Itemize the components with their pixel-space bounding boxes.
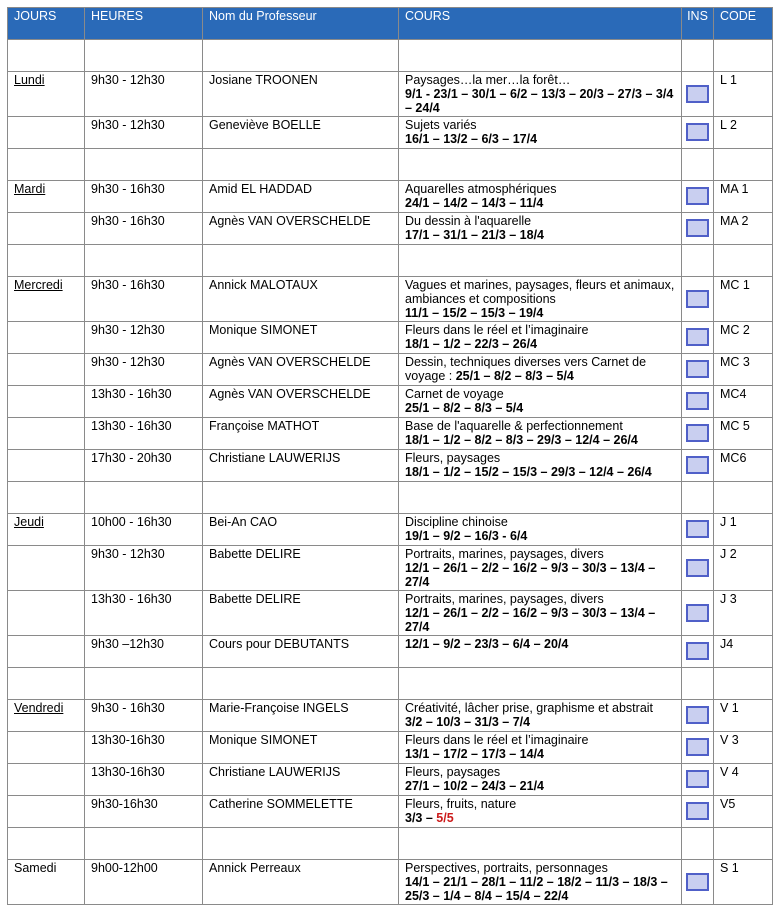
professor-cell: Catherine SOMMELETTE <box>203 796 399 828</box>
inscription-checkbox[interactable] <box>686 873 709 891</box>
time-cell: 9h30 - 12h30 <box>85 72 203 117</box>
course-dates <box>405 561 681 589</box>
course-dates-text: 9/1 - 23/1 – 30/1 – 6/2 – 13/3 – 20/3 – 27/3 – 3/4 – 24/4 <box>405 87 674 115</box>
table-row <box>8 354 773 386</box>
spacer-cell <box>399 482 682 514</box>
course-cell <box>399 322 682 354</box>
ins-cell <box>682 591 714 636</box>
table-row <box>8 117 773 149</box>
day-cell <box>8 796 85 828</box>
course-title: Discipline chinoise <box>405 515 508 529</box>
day-label: Samedi <box>14 861 57 875</box>
professor-cell: Geneviève BOELLE <box>203 117 399 149</box>
time-cell: 10h00 - 16h30 <box>85 514 203 546</box>
group-spacer <box>8 245 773 277</box>
day-cell <box>8 117 85 149</box>
course-title: Aquarelles atmosphériques <box>405 182 557 196</box>
inscription-checkbox[interactable] <box>686 604 709 622</box>
inscription-checkbox[interactable] <box>686 85 709 103</box>
course-title: Fleurs dans le réel et l’imaginaire <box>405 323 589 337</box>
code-cell: J4 <box>714 636 773 668</box>
course-cell <box>399 181 682 213</box>
professor-cell: Babette DELIRE <box>203 546 399 591</box>
code-cell: V5 <box>714 796 773 828</box>
course-dates-text: 14/1 – 21/1 – 28/1 – 11/2 – 18/2 – 11/3 – 18/3 – 25/3 – 1/4 – 8/4 – 15/4 – 22/4 <box>405 875 668 903</box>
course-dates <box>405 779 681 793</box>
table-row <box>8 277 773 322</box>
time-cell: 13h30 - 16h30 <box>85 591 203 636</box>
table-row <box>8 796 773 828</box>
professor-cell: Amid EL HADDAD <box>203 181 399 213</box>
course-title: Sujets variés <box>405 118 477 132</box>
course-cell <box>399 700 682 732</box>
spacer-cell <box>714 828 773 860</box>
time-cell: 9h30 - 12h30 <box>85 546 203 591</box>
course-dates-text: 25/1 – 8/2 – 8/3 – 5/4 <box>405 401 524 415</box>
day-cell <box>8 450 85 482</box>
day-label: Lundi <box>14 73 45 87</box>
time-cell: 9h30 - 12h30 <box>85 354 203 386</box>
day-cell <box>8 354 85 386</box>
course-dates-text: 24/1 – 14/2 – 14/3 – 11/4 <box>405 196 544 210</box>
day-label: Mardi <box>14 182 46 196</box>
spacer-cell <box>8 40 85 72</box>
course-dates-text: 12/1 – 9/2 – 23/3 – 6/4 – 20/4 <box>405 637 569 651</box>
course-dates-text: 18/1 – 1/2 – 22/3 – 26/4 <box>405 337 538 351</box>
ins-cell <box>682 764 714 796</box>
course-dates-text: 12/1 – 26/1 – 2/2 – 16/2 – 9/3 – 30/3 – 13/4 – 27/4 <box>405 561 656 589</box>
table-row <box>8 181 773 213</box>
inscription-checkbox[interactable] <box>686 738 709 756</box>
day-label: Jeudi <box>14 515 44 529</box>
course-dates-text: 18/1 – 1/2 – 8/2 – 8/3 – 29/3 – 12/4 – 26/4 <box>405 433 638 447</box>
day-label: Mercredi <box>14 278 63 292</box>
inscription-checkbox[interactable] <box>686 424 709 442</box>
time-cell: 9h00-12h00 <box>85 860 203 905</box>
ins-cell <box>682 636 714 668</box>
day-cell <box>8 277 85 322</box>
spacer-cell <box>682 245 714 277</box>
spacer-cell <box>85 668 203 700</box>
course-dates-text: 19/1 – 9/2 – 16/3 - 6/4 <box>405 529 528 543</box>
table-row <box>8 418 773 450</box>
code-cell: S 1 <box>714 860 773 905</box>
day-label: Vendredi <box>14 701 64 715</box>
spacer-cell <box>714 40 773 72</box>
spacer-cell <box>399 245 682 277</box>
group-spacer <box>8 828 773 860</box>
day-cell <box>8 860 85 905</box>
group-spacer <box>8 668 773 700</box>
inscription-checkbox[interactable] <box>686 290 709 308</box>
course-dates <box>405 228 681 242</box>
professor-cell: Bei-An CAO <box>203 514 399 546</box>
course-dates <box>405 606 681 634</box>
professor-cell: Cours pour DEBUTANTS <box>203 636 399 668</box>
spacer-cell <box>682 668 714 700</box>
course-dates <box>405 87 681 115</box>
course-cell <box>399 277 682 322</box>
course-dates <box>405 196 681 210</box>
inscription-checkbox[interactable] <box>686 123 709 141</box>
course-cell <box>399 860 682 905</box>
code-cell: MC6 <box>714 450 773 482</box>
course-title: Base de l'aquarelle & perfectionnement <box>405 419 623 433</box>
code-cell: V 1 <box>714 700 773 732</box>
professor-cell: Marie-Françoise INGELS <box>203 700 399 732</box>
ins-cell <box>682 514 714 546</box>
group-spacer <box>8 149 773 181</box>
table-row <box>8 636 773 668</box>
time-cell: 9h30-16h30 <box>85 796 203 828</box>
professor-cell: Annick Perreaux <box>203 860 399 905</box>
spacer-cell <box>203 245 399 277</box>
professor-cell: Babette DELIRE <box>203 591 399 636</box>
course-cell <box>399 764 682 796</box>
spacer-cell <box>714 245 773 277</box>
course-title: Fleurs, paysages <box>405 451 501 465</box>
code-cell: MC 2 <box>714 322 773 354</box>
day-cell <box>8 514 85 546</box>
inscription-checkbox[interactable] <box>686 328 709 346</box>
spacer-cell <box>85 828 203 860</box>
course-dates <box>405 529 681 543</box>
course-dates <box>405 401 681 415</box>
spacer-cell <box>85 40 203 72</box>
spacer-cell <box>203 828 399 860</box>
course-cell <box>399 72 682 117</box>
code-cell: J 2 <box>714 546 773 591</box>
professor-cell: Françoise MATHOT <box>203 418 399 450</box>
course-title: Paysages…la mer…la forêt… <box>405 73 571 87</box>
code-cell: MC 5 <box>714 418 773 450</box>
spacer-cell <box>399 40 682 72</box>
day-cell <box>8 591 85 636</box>
table-row <box>8 386 773 418</box>
time-cell: 13h30-16h30 <box>85 732 203 764</box>
time-cell: 9h30 - 16h30 <box>85 181 203 213</box>
ins-cell <box>682 860 714 905</box>
course-cell <box>399 732 682 764</box>
time-cell: 9h30 - 16h30 <box>85 277 203 322</box>
course-dates-text: 17/1 – 31/1 – 21/3 – 18/4 <box>405 228 545 242</box>
professor-cell: Monique SIMONET <box>203 732 399 764</box>
inscription-checkbox[interactable] <box>686 642 709 660</box>
course-dates <box>405 715 681 729</box>
ins-cell <box>682 181 714 213</box>
table-row <box>8 213 773 245</box>
course-dates-text: 13/1 – 17/2 – 17/3 – 14/4 <box>405 747 545 761</box>
spacer-cell <box>203 482 399 514</box>
ins-cell <box>682 72 714 117</box>
time-cell: 9h30 - 16h30 <box>85 213 203 245</box>
course-dates-text: 27/1 – 10/2 – 24/3 – 21/4 <box>405 779 545 793</box>
course-title: Fleurs, paysages <box>405 765 501 779</box>
course-cell <box>399 636 682 668</box>
schedule-table <box>7 7 773 905</box>
spacer-cell <box>714 668 773 700</box>
course-dates <box>405 465 681 479</box>
course-dates-text: 11/1 – 15/2 – 15/3 – 19/4 <box>405 306 544 320</box>
time-cell: 13h30 - 16h30 <box>85 386 203 418</box>
ins-cell <box>682 277 714 322</box>
day-cell <box>8 322 85 354</box>
inscription-checkbox[interactable] <box>686 187 709 205</box>
table-row <box>8 591 773 636</box>
course-title: Portraits, marines, paysages, divers <box>405 547 604 561</box>
header-jours: JOURS <box>8 8 85 40</box>
inscription-checkbox[interactable] <box>686 456 709 474</box>
ins-cell <box>682 796 714 828</box>
day-cell <box>8 546 85 591</box>
spacer-cell <box>399 149 682 181</box>
table-row <box>8 450 773 482</box>
spacer-cell <box>85 482 203 514</box>
time-cell: 17h30 - 20h30 <box>85 450 203 482</box>
day-cell <box>8 636 85 668</box>
inscription-checkbox[interactable] <box>686 802 709 820</box>
course-cell <box>399 514 682 546</box>
group-spacer <box>8 482 773 514</box>
professor-cell: Josiane TROONEN <box>203 72 399 117</box>
day-cell <box>8 732 85 764</box>
course-dates <box>405 132 681 146</box>
ins-cell <box>682 546 714 591</box>
course-dates <box>405 747 681 761</box>
table-row <box>8 322 773 354</box>
table-row <box>8 546 773 591</box>
professor-cell: Christiane LAUWERIJS <box>203 764 399 796</box>
time-cell: 9h30 - 12h30 <box>85 322 203 354</box>
ins-cell <box>682 732 714 764</box>
time-cell: 13h30-16h30 <box>85 764 203 796</box>
spacer-cell <box>85 245 203 277</box>
inscription-checkbox[interactable] <box>686 360 709 378</box>
time-cell: 13h30 - 16h30 <box>85 418 203 450</box>
course-title: Perspectives, portraits, personnages <box>405 861 608 875</box>
professor-cell: Monique SIMONET <box>203 322 399 354</box>
code-cell: V 4 <box>714 764 773 796</box>
spacer-cell <box>399 828 682 860</box>
ins-cell <box>682 213 714 245</box>
code-cell: MA 1 <box>714 181 773 213</box>
table-row <box>8 764 773 796</box>
ins-cell <box>682 418 714 450</box>
course-dates-text: 3/2 – 10/3 – 31/3 – 7/4 <box>405 715 531 729</box>
spacer-cell <box>682 482 714 514</box>
course-dates-text: 16/1 – 13/2 – 6/3 – 17/4 <box>405 132 538 146</box>
inscription-checkbox[interactable] <box>686 392 709 410</box>
course-cell <box>399 591 682 636</box>
course-title: Du dessin à l'aquarelle <box>405 214 532 228</box>
day-cell <box>8 213 85 245</box>
code-cell: MC 3 <box>714 354 773 386</box>
course-dates: 25/1 – 8/2 – 8/3 – 5/4 <box>455 369 574 383</box>
ins-cell <box>682 117 714 149</box>
course-title: Fleurs, fruits, nature <box>405 797 517 811</box>
course-dates-text: 3/3 – <box>405 811 437 825</box>
spacer-cell <box>203 149 399 181</box>
header-prof: Nom du Professeur <box>203 8 399 40</box>
code-cell: MC4 <box>714 386 773 418</box>
code-cell: J 1 <box>714 514 773 546</box>
header-code: CODE <box>714 8 773 40</box>
spacer-cell <box>203 40 399 72</box>
spacer-cell <box>682 828 714 860</box>
header-cours: COURS <box>399 8 682 40</box>
header-heures: HEURES <box>85 8 203 40</box>
course-cell <box>399 546 682 591</box>
course-cell <box>399 796 682 828</box>
spacer-cell <box>8 245 85 277</box>
time-cell: 9h30 - 12h30 <box>85 117 203 149</box>
professor-cell: Christiane LAUWERIJS <box>203 450 399 482</box>
inscription-checkbox[interactable] <box>686 520 709 538</box>
inscription-checkbox[interactable] <box>686 559 709 577</box>
spacer-cell <box>8 668 85 700</box>
day-cell <box>8 418 85 450</box>
course-dates <box>405 433 681 447</box>
inscription-checkbox[interactable] <box>686 770 709 788</box>
course-title: Créativité, lâcher prise, graphisme et abstrait <box>405 701 654 715</box>
code-cell: L 2 <box>714 117 773 149</box>
course-dates <box>405 875 681 903</box>
course-cell <box>399 117 682 149</box>
code-cell: MA 2 <box>714 213 773 245</box>
course-dates <box>405 306 681 320</box>
code-cell: J 3 <box>714 591 773 636</box>
code-cell: V 3 <box>714 732 773 764</box>
course-title: Fleurs dans le réel et l’imaginaire <box>405 733 589 747</box>
spacer-cell <box>682 149 714 181</box>
spacer-cell <box>85 149 203 181</box>
spacer-cell <box>714 482 773 514</box>
table-row <box>8 732 773 764</box>
professor-cell: Agnès VAN OVERSCHELDE <box>203 213 399 245</box>
spacer-cell <box>203 668 399 700</box>
table-row <box>8 72 773 117</box>
day-cell <box>8 72 85 117</box>
time-cell: 9h30 - 16h30 <box>85 700 203 732</box>
course-cell <box>399 450 682 482</box>
code-cell: L 1 <box>714 72 773 117</box>
header-ins: INS <box>682 8 714 40</box>
ins-cell <box>682 354 714 386</box>
ins-cell <box>682 322 714 354</box>
inscription-checkbox[interactable] <box>686 706 709 724</box>
table-row <box>8 514 773 546</box>
professor-cell: Annick MALOTAUX <box>203 277 399 322</box>
time-cell: 9h30 –12h30 <box>85 636 203 668</box>
day-cell <box>8 386 85 418</box>
course-cell <box>399 418 682 450</box>
header-row <box>8 8 773 40</box>
code-cell: MC 1 <box>714 277 773 322</box>
course-cell <box>399 213 682 245</box>
spacer-cell <box>399 668 682 700</box>
course-cell <box>399 386 682 418</box>
professor-cell: Agnès VAN OVERSCHELDE <box>203 354 399 386</box>
course-dates <box>405 337 681 351</box>
inscription-checkbox[interactable] <box>686 219 709 237</box>
course-title: Vagues et marines, paysages, fleurs et animaux, ambiances et compositions <box>405 278 675 306</box>
course-title: Carnet de voyage <box>405 387 504 401</box>
ins-cell <box>682 700 714 732</box>
ins-cell <box>682 386 714 418</box>
day-cell <box>8 700 85 732</box>
course-dates-text: 18/1 – 1/2 – 15/2 – 15/3 – 29/3 – 12/4 – 26/4 <box>405 465 652 479</box>
spacer-cell <box>8 482 85 514</box>
day-cell <box>8 764 85 796</box>
course-title: Portraits, marines, paysages, divers <box>405 592 604 606</box>
spacer-cell <box>8 828 85 860</box>
course-dates <box>405 811 681 825</box>
course-dates <box>405 637 681 651</box>
spacer-cell <box>682 40 714 72</box>
table-row <box>8 700 773 732</box>
professor-cell: Agnès VAN OVERSCHELDE <box>203 386 399 418</box>
table-row <box>8 860 773 905</box>
course-cell <box>399 354 682 386</box>
course-title: Dessin, techniques diverses vers Carnet de voyage : <box>405 355 647 383</box>
day-cell <box>8 181 85 213</box>
course-dates-highlight: 5/5 <box>436 811 454 825</box>
course-dates-text: 12/1 – 26/1 – 2/2 – 16/2 – 9/3 – 30/3 – 13/4 – 27/4 <box>405 606 656 634</box>
group-spacer <box>8 40 773 72</box>
spacer-cell <box>8 149 85 181</box>
ins-cell <box>682 450 714 482</box>
spacer-cell <box>714 149 773 181</box>
